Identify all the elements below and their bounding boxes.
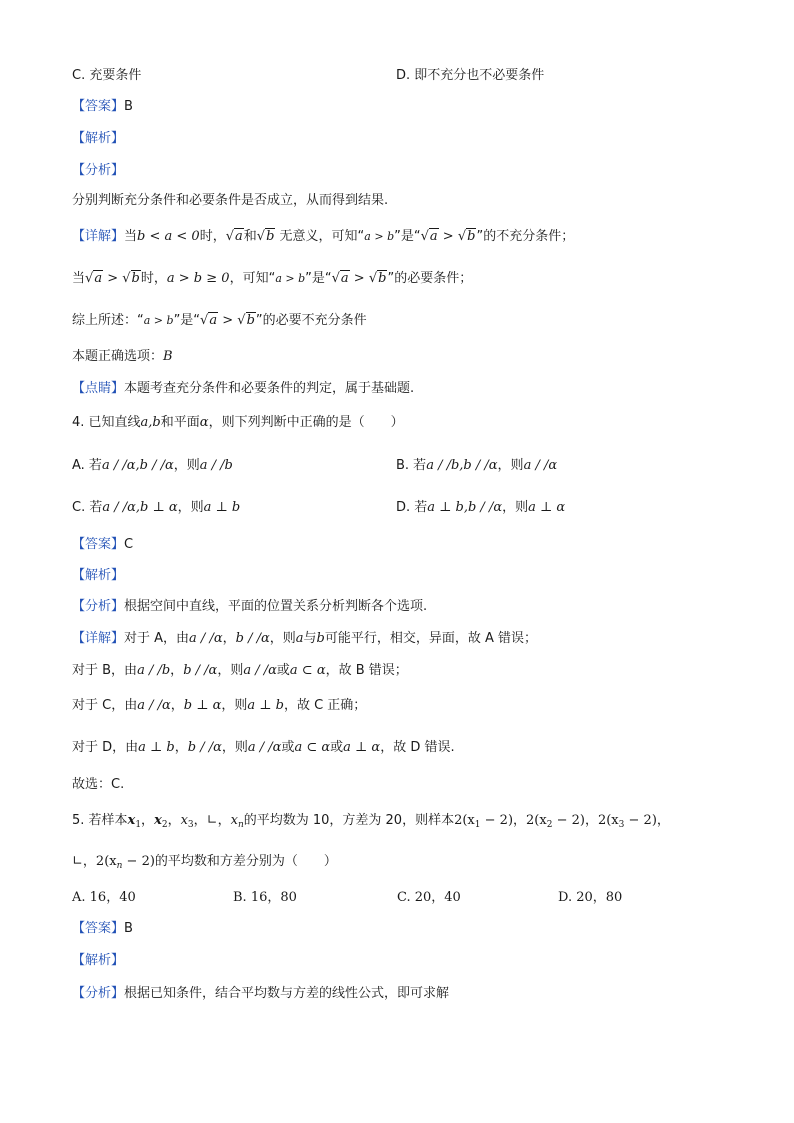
text: 当 bbox=[124, 229, 138, 244]
math: x bbox=[230, 813, 238, 828]
text: 5. 若样本 bbox=[72, 813, 128, 828]
subscript: 1 bbox=[474, 820, 481, 830]
text: ， bbox=[513, 813, 527, 828]
sqrt-a: √a bbox=[420, 229, 438, 244]
math: − 2) bbox=[480, 813, 514, 828]
math: a / /α,b ⊥ α bbox=[102, 500, 178, 515]
math-answer: B bbox=[163, 349, 173, 364]
text: 和 bbox=[243, 229, 257, 244]
text: 综上所述：“ bbox=[72, 313, 144, 328]
q5-fenxi bbox=[72, 985, 449, 1003]
text: ”是“ bbox=[305, 271, 332, 286]
math: 2(x bbox=[526, 813, 547, 828]
sqrt-b: √b bbox=[457, 229, 476, 244]
q4-option-a bbox=[72, 457, 233, 475]
math: b / /α bbox=[187, 740, 222, 755]
answer-tag: 【答案】 bbox=[72, 99, 125, 114]
q3-option-d: D. 即不充分也不必要条件 bbox=[396, 68, 545, 83]
math-ineq: a > b bbox=[275, 272, 306, 285]
text: ，则下列判断中正确的是（ ） bbox=[208, 415, 404, 430]
math: a / /α bbox=[189, 631, 223, 646]
subscript: 1 bbox=[135, 820, 142, 830]
q3-detail-line3: 综上所述：“a > b”是“√a > √b”的必要不充分条件 bbox=[72, 313, 367, 328]
text: 无意义，可知“ bbox=[275, 229, 365, 244]
math-condition: a > b ≥ 0 bbox=[166, 271, 230, 286]
text: 4. 已知直线 bbox=[72, 415, 141, 430]
math: a / /b bbox=[137, 663, 171, 678]
text: ， bbox=[82, 854, 96, 869]
q3-answer bbox=[72, 98, 133, 116]
q3-fenxi-tag: 【分析】 bbox=[72, 163, 125, 178]
sqrt-b: √b bbox=[256, 229, 275, 244]
text: ，故 C 正确； bbox=[283, 698, 367, 713]
q4-option-b bbox=[396, 457, 557, 475]
math: − 2) bbox=[122, 854, 155, 869]
text: ，则 bbox=[497, 458, 524, 473]
math: a / /α bbox=[523, 458, 558, 473]
text: ，则 bbox=[221, 740, 248, 755]
q5-stem-line1 bbox=[72, 812, 670, 834]
text: 根据已知条件，结合平均数与方差的线性公式，即可求解 bbox=[124, 986, 450, 1001]
text: ， bbox=[193, 813, 207, 828]
q5-option-b: B. 16，80 bbox=[233, 890, 297, 905]
text: ， bbox=[656, 813, 670, 828]
text: 和平面 bbox=[160, 415, 200, 430]
q5-stem-line2 bbox=[72, 853, 337, 875]
math: α bbox=[199, 415, 209, 430]
text: 的平均数和方差分别为（ ） bbox=[154, 854, 337, 869]
text: 本题正确选项： bbox=[72, 349, 164, 364]
text: C. 若 bbox=[72, 500, 103, 515]
text: ，可知“ bbox=[229, 271, 276, 286]
text: ，故 B 错误； bbox=[325, 663, 408, 678]
math: b bbox=[316, 631, 325, 646]
math: − 2) bbox=[624, 813, 657, 828]
answer-value: B bbox=[124, 99, 133, 114]
text: ， bbox=[217, 813, 231, 828]
subscript: 2 bbox=[161, 820, 168, 830]
text: ， bbox=[141, 813, 155, 828]
text: 可能平行，相交，异面，故 A 错误； bbox=[324, 631, 538, 646]
sqrt-b: √b bbox=[122, 271, 140, 286]
fenxi-tag: 【分析】 bbox=[72, 986, 125, 1001]
math: x bbox=[180, 813, 188, 828]
q4-option-c bbox=[72, 499, 240, 517]
subscript: 3 bbox=[187, 820, 194, 830]
q3-detail-line1: 【详解】当b < a < 0时，√a和√b 无意义，可知“a > b”是“√a > √b”的不充分条件； bbox=[72, 229, 575, 244]
subscript: n bbox=[237, 820, 244, 830]
math: 2(x bbox=[454, 813, 475, 828]
text: ”的必要条件； bbox=[387, 271, 473, 286]
q3-dianjing bbox=[72, 380, 414, 398]
math: x bbox=[154, 813, 162, 828]
text: 与 bbox=[303, 631, 317, 646]
math: a ⊥ b bbox=[247, 698, 284, 713]
text: 对于 A，由 bbox=[124, 631, 190, 646]
math: a / /b,b / /α bbox=[426, 458, 498, 473]
text: ， bbox=[174, 740, 188, 755]
sqrt-a: √a bbox=[225, 229, 243, 244]
q3-option-c: C. 充要条件 bbox=[72, 68, 142, 83]
text: ”是“ bbox=[394, 229, 421, 244]
text: 对于 B，由 bbox=[72, 663, 138, 678]
sqrt-b: √b bbox=[368, 271, 387, 286]
math: b / /α bbox=[183, 663, 218, 678]
q5-jiexi-tag: 【解析】 bbox=[72, 953, 125, 968]
math-condition: b < a < 0 bbox=[137, 229, 200, 244]
math: a ⊥ α bbox=[528, 500, 566, 515]
text: B. 若 bbox=[396, 458, 427, 473]
text: 时， bbox=[140, 271, 167, 286]
math: x bbox=[127, 813, 136, 828]
q4-detail-line3 bbox=[72, 697, 366, 715]
q4-jiexi-tag: 【解析】 bbox=[72, 568, 125, 583]
q4-answer bbox=[72, 536, 133, 554]
text: ，则 bbox=[177, 500, 204, 515]
math: a bbox=[295, 631, 304, 646]
text: ”的必要不充分条件 bbox=[255, 313, 367, 328]
subscript: n bbox=[116, 861, 123, 871]
q3-detail-line4 bbox=[72, 348, 173, 366]
text: ，则 bbox=[269, 631, 296, 646]
dianjing-tag: 【点睛】 bbox=[72, 381, 125, 396]
subscript: 3 bbox=[618, 820, 625, 830]
detail-tag: 【详解】 bbox=[72, 229, 125, 244]
sqrt-b: √b bbox=[237, 313, 255, 328]
text: ，则 bbox=[217, 663, 244, 678]
math: a ⊂ α bbox=[289, 663, 326, 678]
text: 对于 D，由 bbox=[72, 740, 139, 755]
subscript: 2 bbox=[546, 820, 553, 830]
q5-option-d: D. 20，80 bbox=[558, 890, 623, 905]
math: a / /α,b / /α bbox=[101, 458, 174, 473]
text: ，则 bbox=[173, 458, 200, 473]
math: 2(x bbox=[597, 813, 619, 828]
math: a ⊂ α bbox=[294, 740, 331, 755]
q3-fenxi-text: 分别判断充分条件和必要条件是否成立，从而得到结果. bbox=[72, 193, 389, 208]
fenxi-tag: 【分析】 bbox=[72, 599, 125, 614]
text: 的平均数为 10，方差为 20，则样本 bbox=[243, 813, 455, 828]
math: 2(x bbox=[95, 854, 117, 869]
math: a / /α bbox=[137, 698, 171, 713]
text: ， bbox=[222, 631, 236, 646]
text: ， bbox=[584, 813, 598, 828]
detail-tag: 【详解】 bbox=[72, 631, 125, 646]
q5-option-c: C. 20，40 bbox=[397, 890, 461, 905]
sqrt-a: √a bbox=[331, 271, 349, 286]
text: ”是“ bbox=[173, 313, 201, 328]
q3-detail-line2: 当√a > √b时，a > b ≥ 0，可知“a > b”是“√a > √b”的必要条件； bbox=[72, 271, 473, 286]
text: 或 bbox=[330, 740, 344, 755]
text: ，则 bbox=[221, 698, 248, 713]
text: 对于 C，由 bbox=[72, 698, 138, 713]
math: a ⊥ b bbox=[203, 500, 241, 515]
math: a ⊥ b,b / /α bbox=[427, 500, 503, 515]
q5-option-a: A. 16，40 bbox=[72, 890, 136, 905]
math: a,b bbox=[140, 415, 161, 430]
math-ineq: a > b bbox=[143, 314, 174, 327]
text: ， bbox=[170, 698, 184, 713]
text: 根据空间中直线，平面的位置关系分析判断各个选项. bbox=[124, 599, 428, 614]
math: b / /α bbox=[235, 631, 270, 646]
text: 或 bbox=[281, 740, 295, 755]
q4-detail-line4 bbox=[72, 739, 455, 757]
text: ， bbox=[170, 663, 184, 678]
answer-tag: 【答案】 bbox=[72, 537, 125, 552]
q4-detail-line2 bbox=[72, 662, 408, 680]
ellipsis-glyph: ∟ bbox=[72, 854, 83, 869]
text: ”的不充分条件； bbox=[476, 229, 575, 244]
q4-detail-line1 bbox=[72, 630, 537, 648]
q5-answer bbox=[72, 920, 133, 938]
q4-stem bbox=[72, 414, 404, 432]
text: D. 若 bbox=[396, 500, 428, 515]
answer-value: C bbox=[124, 537, 134, 552]
math: a ⊥ α bbox=[343, 740, 381, 755]
sqrt-a: √a bbox=[200, 313, 218, 328]
q4-option-d bbox=[396, 499, 565, 517]
math-ineq: a > b bbox=[364, 230, 395, 243]
math: a / /α bbox=[243, 663, 277, 678]
math: − 2) bbox=[552, 813, 585, 828]
text: ， bbox=[167, 813, 181, 828]
text: 时， bbox=[199, 229, 226, 244]
text: ，则 bbox=[502, 500, 529, 515]
sqrt-a: √a bbox=[85, 271, 103, 286]
math: a ⊥ b bbox=[138, 740, 175, 755]
math: b ⊥ α bbox=[183, 698, 222, 713]
answer-tag: 【答案】 bbox=[72, 921, 125, 936]
text: ，故 D 错误. bbox=[380, 740, 455, 755]
text: A. 若 bbox=[72, 458, 102, 473]
answer-value: B bbox=[124, 921, 133, 936]
ellipsis-glyph: ∟ bbox=[206, 813, 218, 828]
text: 或 bbox=[276, 663, 290, 678]
math: a / /b bbox=[199, 458, 233, 473]
math: a / /α bbox=[247, 740, 282, 755]
q3-jiexi-tag: 【解析】 bbox=[72, 131, 125, 146]
text: 本题考查充分条件和必要条件的判定，属于基础题. bbox=[124, 381, 415, 396]
text: 当 bbox=[72, 271, 86, 286]
q4-fenxi bbox=[72, 598, 427, 616]
q4-detail-line5: 故选：C. bbox=[72, 777, 125, 792]
